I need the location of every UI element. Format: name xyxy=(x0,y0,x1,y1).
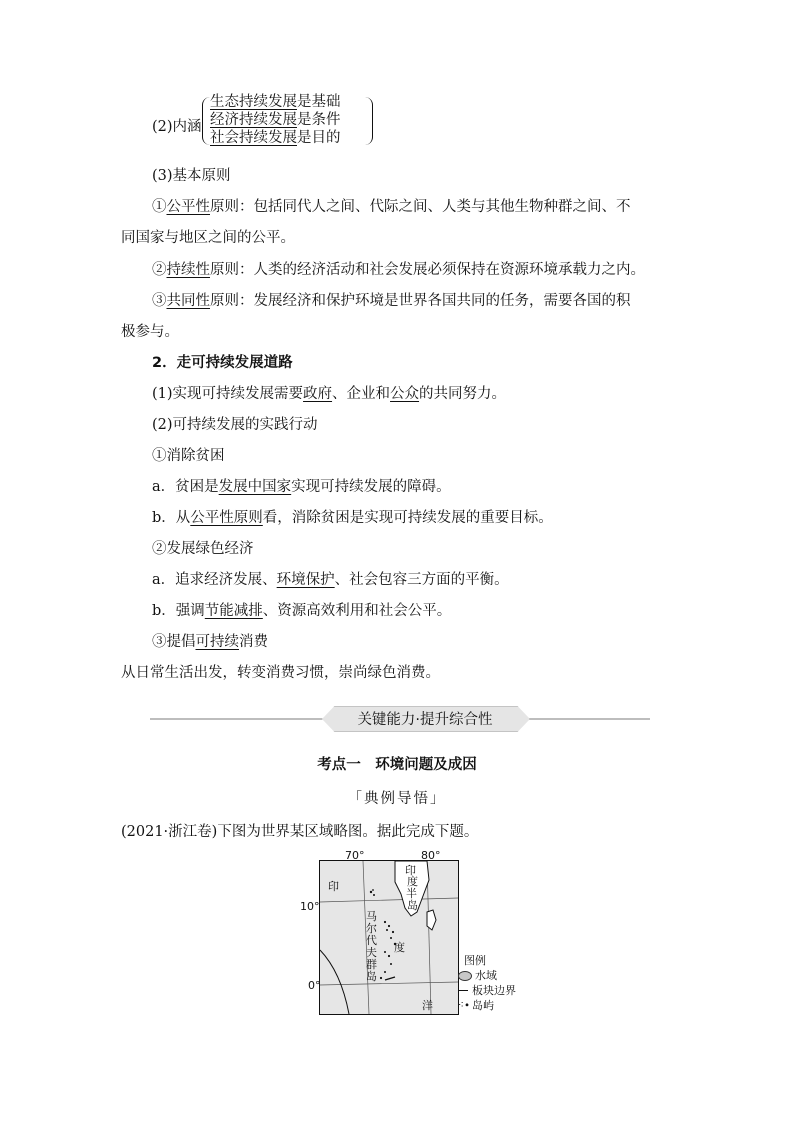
map-svg xyxy=(319,860,459,1015)
path-line-7: a．追求经济发展、环境保护、社会包容三方面的平衡。 xyxy=(152,572,509,588)
banner-rule-right xyxy=(528,718,650,720)
basic-principles-heading: (3)基本原则 xyxy=(152,168,231,184)
connotation-label: (2)内涵 xyxy=(152,119,202,135)
legend-title: 图例 xyxy=(464,954,486,967)
region-map xyxy=(300,849,459,1015)
banner-rule-left xyxy=(150,718,322,720)
peninsula-label-2: 度 xyxy=(407,875,418,888)
path-line-8: b．强调节能减排、资源高效利用和社会公平。 xyxy=(152,603,452,619)
path-line-1: (1)实现可持续发展需要政府、企业和公众的共同努力。 xyxy=(152,386,507,402)
path-line-10: 从日常生活出发，转变消费习惯，崇尚绿色消费。 xyxy=(121,665,440,681)
path-line-4: a．贫困是发展中国家实现可持续发展的障碍。 xyxy=(152,479,451,495)
connotation-item: 生态持续发展是基础 xyxy=(210,94,341,110)
map-legend xyxy=(458,953,516,1013)
islands-label-4: 夫 xyxy=(366,946,377,959)
lat-label-0: 0° xyxy=(308,979,321,992)
legend-item-island: ⁖∙ 岛屿 xyxy=(458,999,494,1012)
principle-sustainability: ②持续性原则：人类的经济活动和社会发展必须保持在资源环境承载力之内。 xyxy=(152,262,645,278)
right-brace xyxy=(364,97,373,145)
connotation-item: 社会持续发展是目的 xyxy=(210,130,341,146)
path-line-9: ③提倡可持续消费 xyxy=(152,634,268,650)
lon-label-70: 70° xyxy=(345,849,365,862)
legend-item-plate: 板块边界 xyxy=(458,983,516,998)
islands-label-3: 代 xyxy=(366,934,377,947)
ocean-label-3: 洋 xyxy=(422,999,433,1012)
section-heading: 2．走可持续发展道路 xyxy=(152,355,293,371)
connotation-item: 经济持续发展是条件 xyxy=(210,112,341,128)
lon-label-80: 80° xyxy=(421,849,441,862)
path-line-5: b．从公平性原则看，消除贫困是实现可持续发展的重要目标。 xyxy=(152,510,553,526)
line-swatch-icon xyxy=(458,990,468,992)
map-frame xyxy=(320,861,459,1015)
lat-label-10: 10° xyxy=(300,900,320,913)
banner-text: 关键能力·提升综合性 xyxy=(357,712,493,728)
principle-fairness-cont: 同国家与地区之间的公平。 xyxy=(121,230,295,246)
principle-commonality: ③共同性原则：发展经济和保护环境是世界各国共同的任务，需要各国的积 xyxy=(152,293,631,309)
islands-label-2: 尔 xyxy=(366,922,377,935)
kaodian-title: 考点一 环境问题及成因 xyxy=(317,757,477,773)
path-line-3: ①消除贫困 xyxy=(152,448,225,464)
ocean-label-1: 印 xyxy=(328,880,339,893)
islands-label-5: 群 xyxy=(366,958,377,971)
connotation-items xyxy=(210,93,341,147)
path-line-2: (2)可持续发展的实践行动 xyxy=(152,417,318,433)
peninsula-label-3: 半 xyxy=(406,887,417,900)
principle-fairness: ①公平性原则：包括同代人之间、代际之间、人类与其他生物种群之间、不 xyxy=(152,199,631,215)
island-dots-icon: ⁖∙ xyxy=(458,1000,471,1011)
peninsula-label-1: 印 xyxy=(405,864,416,877)
legend-item-water: 水域 xyxy=(458,968,516,983)
peninsula-label-4: 岛 xyxy=(407,899,418,912)
islands-label-1: 马 xyxy=(366,910,377,923)
dianli-title: 「典例导悟」 xyxy=(347,791,447,807)
question-stem: (2021·浙江卷)下图为世界某区域略图。据此完成下题。 xyxy=(121,824,479,840)
ocean-label-2: 度 xyxy=(394,941,405,954)
path-line-6: ②发展绿色经济 xyxy=(152,541,254,557)
islands-label-6: 岛 xyxy=(366,970,377,983)
section-banner xyxy=(150,706,650,732)
water-swatch-icon xyxy=(458,971,472,981)
principle-commonality-cont: 极参与。 xyxy=(121,324,179,340)
